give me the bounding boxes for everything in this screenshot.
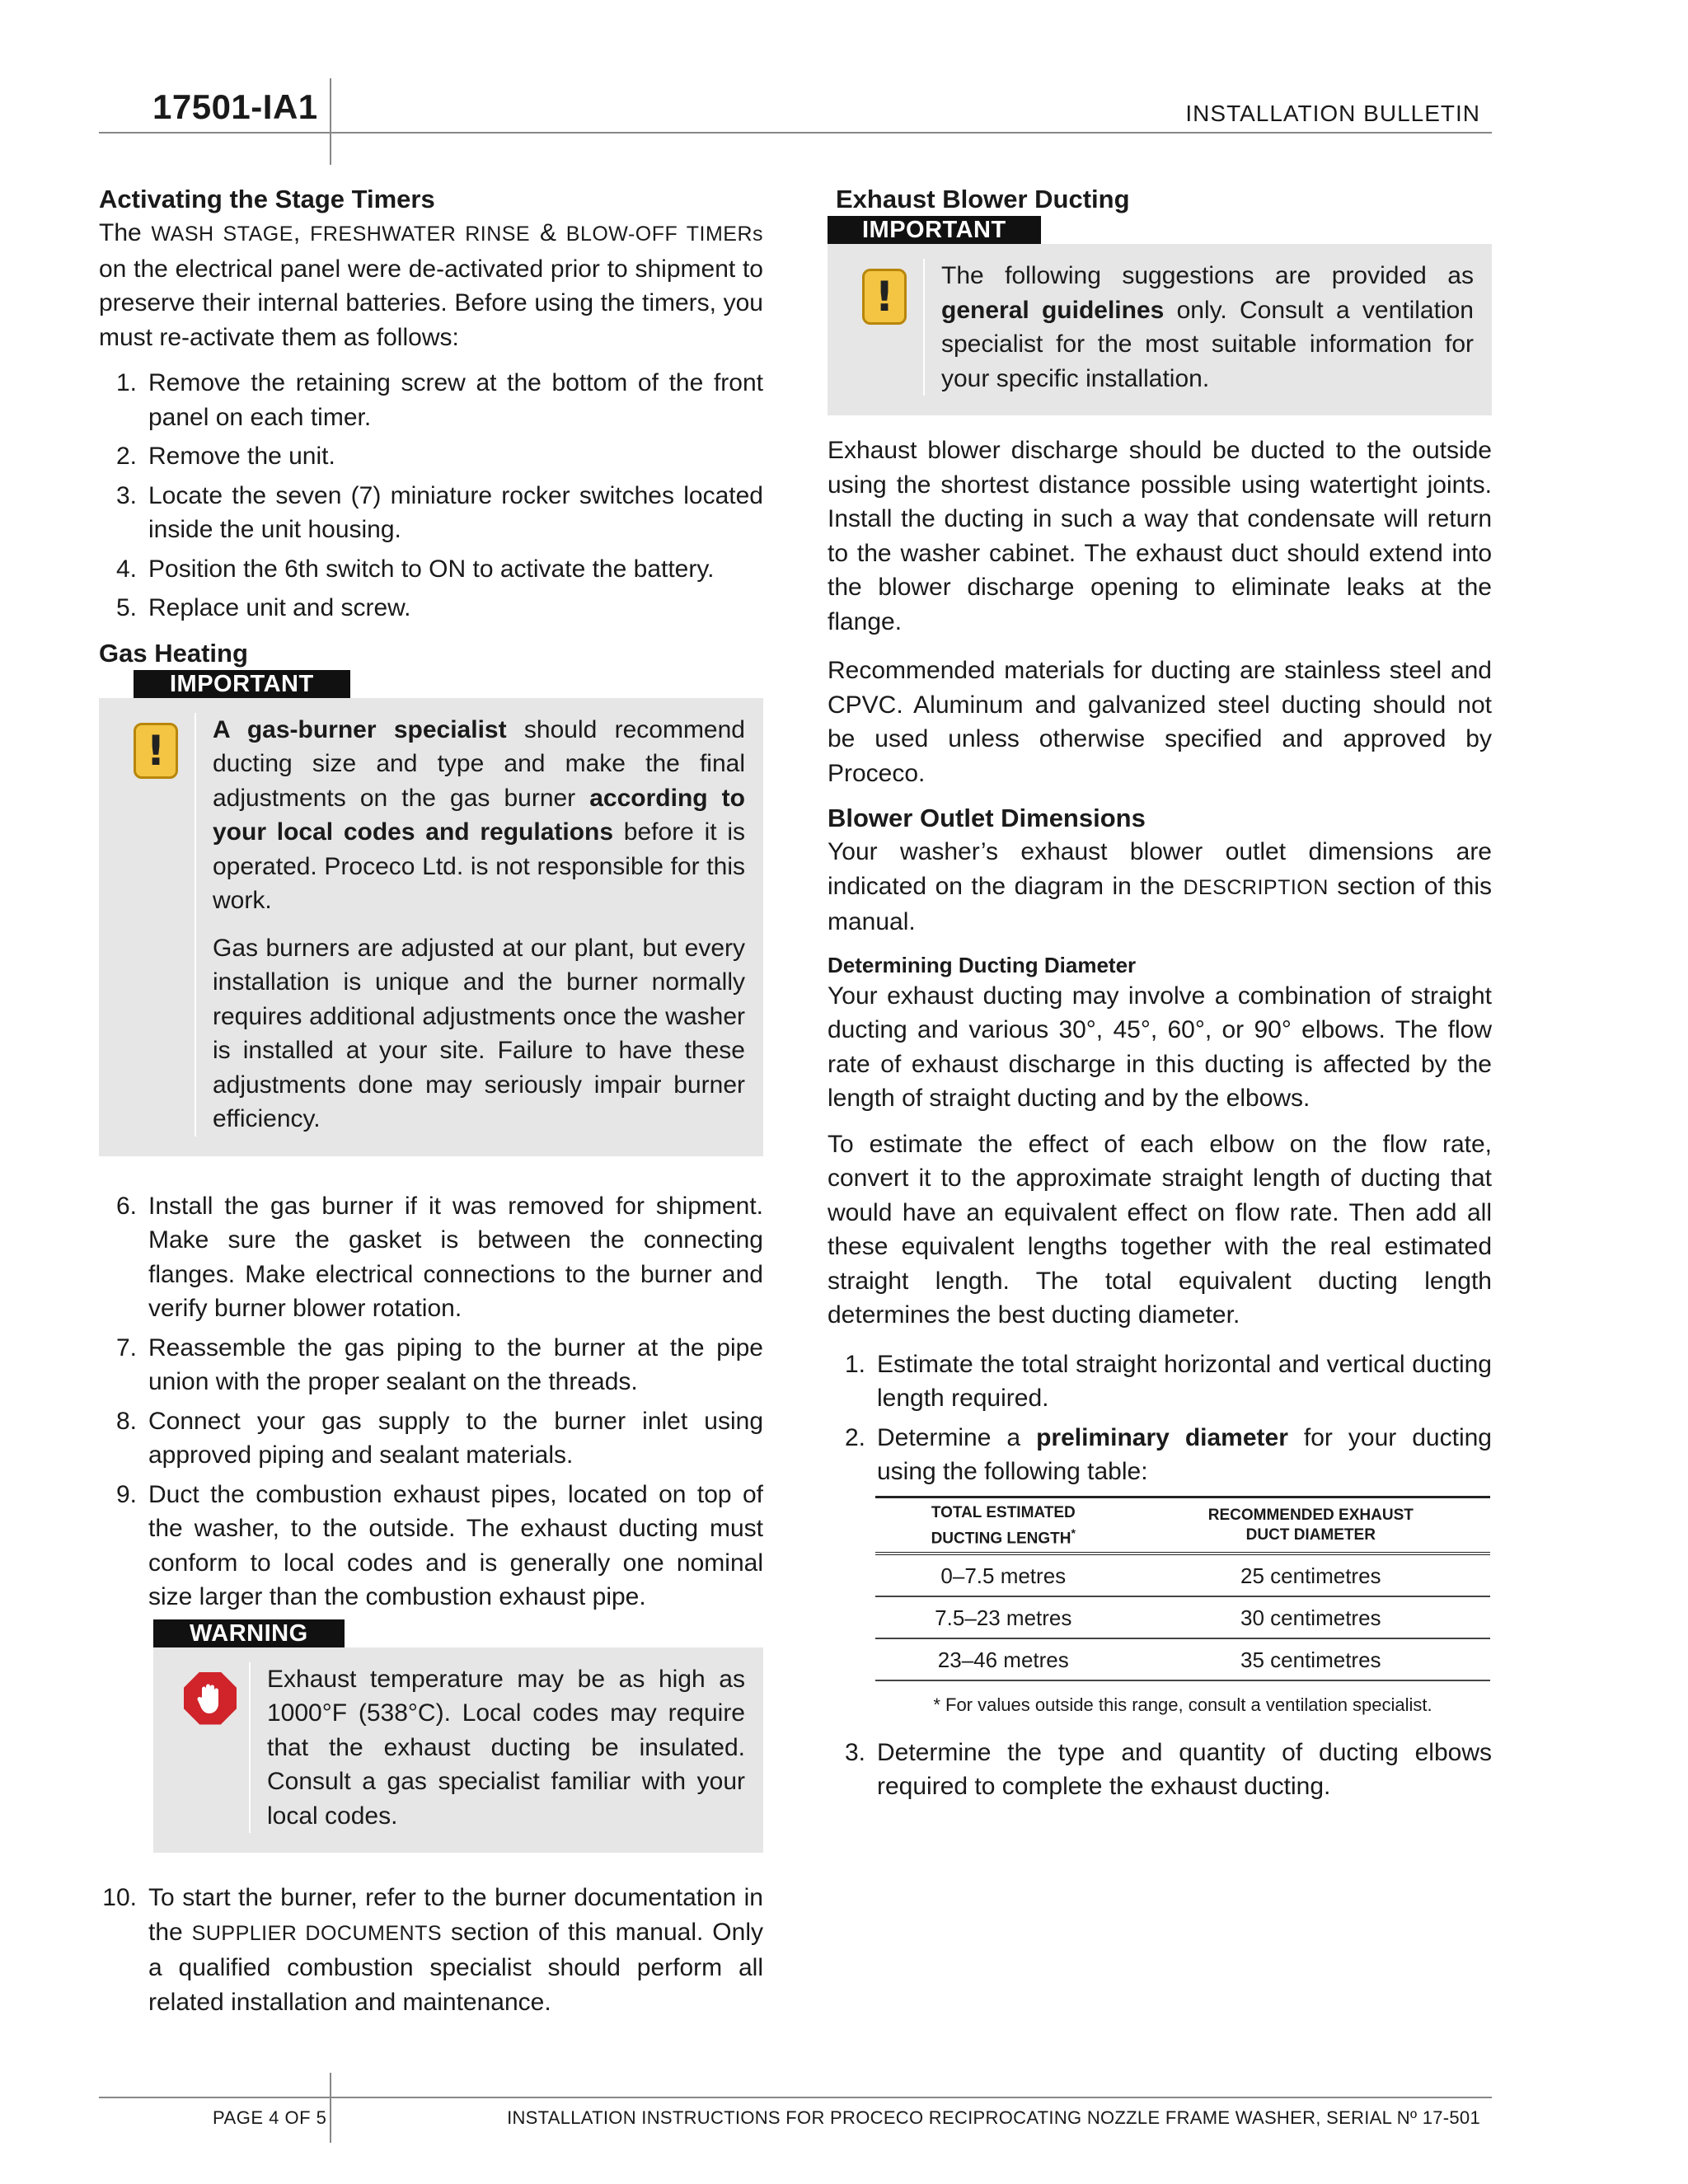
column-header-diameter: RECOMMENDED EXHAUST DUCT DIAMETER (1132, 1497, 1490, 1554)
ducting-table (875, 1496, 1490, 1681)
diameter-paragraph-2: To estimate the effect of each elbow on the flow rate, convert it to the approximate straight length of ducting that would have an equivalent effect on flow rate. Then add all these equivalent lengths together with the real estimated straight length. The total equivalent ducting length determines the best ducting diameter. (828, 1130, 1492, 1329)
exhaust-important-notice (828, 216, 1492, 415)
important-tag: IMPORTANT (134, 670, 350, 698)
footer-title: INSTALLATION INSTRUCTIONS FOR PROCECO RECIPROCATING NOZZLE FRAME WASHER, SERIAL Nº 17-501 (507, 2107, 1480, 2128)
header-rule (99, 132, 1492, 134)
table-row: 23–46 metres 35 centimetres (875, 1638, 1490, 1680)
left-column (99, 183, 763, 2024)
page-number: PAGE 4 OF 5 (213, 2107, 327, 2128)
list-item: 1. Estimate the total straight horizontal and vertical ducting length required. (844, 1350, 1492, 1412)
exhaust-paragraph-2: Recommended materials for ducting are stainless steel and CPVC. Aluminum and galvanized steel ducting should not be used unless otherwise specified and approved by Proceco. (828, 657, 1492, 787)
gas-steps-cont (99, 1881, 763, 2019)
important-tag: IMPORTANT (828, 216, 1041, 244)
table-header-row (875, 1497, 1490, 1554)
gas-important-text-2: Gas burners are adjusted at our plant, but every installation is unique and the burner normally requires additional adjustments once the washer is installed at your site. Failure to have these adjustments done may seriously impair burner efficiency. (213, 934, 745, 1132)
diameter-paragraph-1: Your exhaust ducting may involve a combination of straight ducting and various 30°, 45°, 60°, or 90° elbows. The flow rate of exhaust discharge in this ducting is affected by the length of straight ducting and by the elbows. (828, 982, 1492, 1112)
document-kind: INSTALLATION BULLETIN (1185, 101, 1480, 126)
right-column (828, 183, 1492, 1809)
list-item: 6. Install the gas burner if it was removed for shipment. Make sure the gasket is between the connecting flanges. Make electrical connections to the burner and verify burner blower rotation. (115, 1192, 763, 1322)
gas-important-text: A gas-burner specialist should recommend ducting size and type and make the final adjustments on the gas burner according to your local codes and regulations before it is operated. Proceco Ltd. is not responsible for this work. (213, 715, 746, 914)
list-item: 3. Determine the type and quantity of ducting elbows required to complete the exhaust ducting. (844, 1738, 1492, 1801)
list-item: 8. Connect your gas supply to the burner inlet using approved piping and sealant materials. (115, 1407, 763, 1469)
column-header-length: TOTAL ESTIMATED DUCTING LENGTH* (875, 1497, 1132, 1554)
list-item: 7. Reassemble the gas piping to the burner at the pipe union with the proper sealant on the threads. (115, 1333, 763, 1395)
stage-timers-heading: Activating the Stage Timers (99, 185, 435, 213)
outlet-heading: Blower Outlet Dimensions (828, 804, 1146, 832)
warning-text: Exhaust temperature may be as high as 1000°F (538°C). Local codes may require that the exhaust ducting be insulated. Consult a gas specialist familiar with your local codes. (267, 1665, 745, 1830)
document-id: 17501-IA1 (152, 87, 318, 126)
footer-divider (330, 2073, 331, 2143)
exclamation-icon: ! (862, 269, 907, 325)
gas-heating-heading: Gas Heating (99, 638, 248, 668)
exhaust-paragraph-1: Exhaust blower discharge should be ducted to the outside using the shortest distance possible using watertight joints. Install the ducting in such a way that condensate will return to the washer cabinet. The exhaust duct should extend into the blower discharge opening to eliminate leaks at the flange. (828, 437, 1492, 635)
exhaust-important-text: The following suggestions are provided as general guidelines only. Consult a ventilation specialist for the most suitable information for your specific installation. (941, 262, 1474, 392)
list-item: 3. Locate the seven (7) miniature rocker switches located inside the unit housing. (115, 481, 763, 543)
exhaust-heading: Exhaust Blower Ducting (836, 185, 1130, 213)
stage-timers-intro: The WASH STAGE, FRESHWATER RINSE & BLOW-OFF TIMERs on the electrical panel were de-activated prior to shipment to preserve their internal batteries. Before using the timers, you must re-activate them as follows: (99, 219, 764, 351)
table-row: 0–7.5 metres 25 centimetres (875, 1554, 1490, 1596)
outlet-paragraph: Your washer’s exhaust blower outlet dimensions are indicated on the diagram in the DESCRIPTION section of this manual. (828, 838, 1492, 935)
exhaust-warning-notice (153, 1619, 763, 1854)
list-item: 5. Replace unit and screw. (115, 594, 411, 621)
diameter-steps-cont (828, 1736, 1492, 1804)
table-footnote: * For values outside this range, consult a ventilation specialist. (933, 1694, 1432, 1715)
list-item: 4. Position the 6th switch to ON to activate the battery. (115, 555, 715, 583)
exclamation-icon: ! (134, 723, 178, 779)
footer-rule (99, 2097, 1492, 2098)
list-item: 2. Remove the unit. (115, 443, 335, 470)
list-item: 10. To start the burner, refer to the burner documentation in the SUPPLIER DOCUMENTS section of this manual. Only a qualified combustion specialist should perform all related installation and maintenance. (102, 1884, 763, 2016)
list-item: 9. Duct the combustion exhaust pipes, located on top of the washer, to the outside. The exhaust ducting must conform to local codes and is generally one nominal size larger than the combustion exhaust pipe. (115, 1480, 763, 1610)
stage-timer-steps (99, 366, 763, 626)
stop-hand-icon (184, 1672, 237, 1725)
gas-steps (99, 1189, 763, 1615)
header-divider (330, 78, 331, 165)
diameter-steps (828, 1347, 1492, 1489)
gas-important-notice (99, 670, 763, 1156)
list-item: 2. Determine a preliminary diameter for your ducting using the following table: (844, 1423, 1492, 1485)
list-item: 1. Remove the retaining screw at the bottom of the front panel on each timer. (115, 369, 763, 431)
diameter-heading: Determining Ducting Diameter (828, 952, 1137, 977)
table-row: 7.5–23 metres 30 centimetres (875, 1596, 1490, 1638)
warning-tag: WARNING (153, 1619, 345, 1647)
